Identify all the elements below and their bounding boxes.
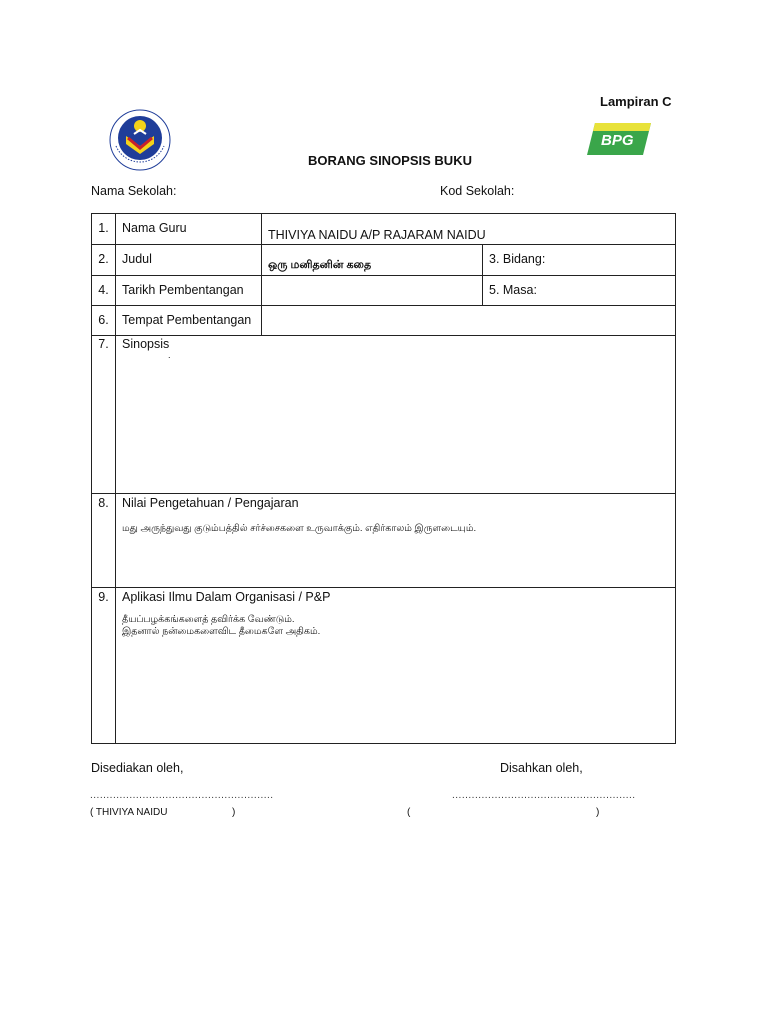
verified-by-open-paren: ( — [407, 807, 411, 818]
row-label: Tarikh Pembentangan — [116, 276, 262, 306]
nilai-content: மது அருந்துவது குடும்பத்தில் சர்ச்சைகளை உருவாக்கும். எதிர்காலம் இருளடையும். — [122, 523, 477, 534]
kod-sekolah-label: Kod Sekolah: — [440, 184, 515, 198]
nama-guru-value[interactable]: THIVIYA NAIDU A/P RAJARAM NAIDU — [262, 214, 676, 245]
aplikasi-line-2: இதனால் நன்மைகளைவிட தீமைகளே அதிகம். — [122, 626, 321, 637]
verified-by-close-paren: ) — [596, 807, 600, 818]
bidang-field[interactable]: 3. Bidang: — [483, 245, 676, 276]
row-number: 1. — [92, 214, 116, 245]
aplikasi-label: Aplikasi Ilmu Dalam Organisasi / P&P — [122, 590, 331, 604]
aplikasi-field[interactable] — [116, 588, 676, 744]
row-number: 4. — [92, 276, 116, 306]
signature-line-left[interactable]: ........................................................ — [90, 790, 274, 801]
masa-field[interactable]: 5. Masa: — [483, 276, 676, 306]
row-label: Judul — [116, 245, 262, 276]
sinopsis-field[interactable] — [116, 336, 676, 494]
nilai-label: Nilai Pengetahuan / Pengajaran — [122, 496, 299, 510]
nama-sekolah-label: Nama Sekolah: — [91, 184, 177, 198]
disahkan-label: Disahkan oleh, — [500, 761, 583, 775]
row-number: 2. — [92, 245, 116, 276]
table-row — [92, 336, 676, 494]
bpg-logo — [585, 121, 653, 157]
table-row — [92, 494, 676, 588]
row-number: 8. — [92, 494, 116, 588]
table-row — [92, 588, 676, 744]
table-row — [92, 276, 676, 306]
row-number: 9. — [92, 588, 116, 744]
bpg-logo-text: BPG — [601, 132, 634, 149]
tempat-value[interactable] — [262, 306, 676, 336]
prepared-by-close-paren: ) — [232, 807, 236, 818]
tarikh-value[interactable] — [262, 276, 483, 306]
row-number: 6. — [92, 306, 116, 336]
aplikasi-line-1: தீயப்பழக்கங்களைத் தவிர்க்க வேண்டும். — [122, 614, 295, 625]
sinopsis-label: Sinopsis — [122, 337, 170, 351]
row-label: Nama Guru — [116, 214, 262, 245]
signature-line-right[interactable]: ........................................................ — [452, 790, 636, 801]
table-row — [92, 245, 676, 276]
disediakan-label: Disediakan oleh, — [91, 761, 184, 775]
sinopsis-content: . — [168, 350, 171, 360]
lampiran-label: Lampiran C — [600, 94, 672, 109]
table-row — [92, 214, 676, 245]
form-title: BORANG SINOPSIS BUKU — [308, 153, 472, 168]
table-row — [92, 306, 676, 336]
synopsis-form-table — [91, 213, 676, 744]
nilai-field[interactable] — [116, 494, 676, 588]
judul-value[interactable]: ஒரு மனிதனின் கதை — [262, 245, 483, 276]
prepared-by-name: ( THIVIYA NAIDU — [90, 807, 168, 818]
row-number: 7. — [92, 336, 116, 494]
row-label: Tempat Pembentangan — [116, 306, 262, 336]
